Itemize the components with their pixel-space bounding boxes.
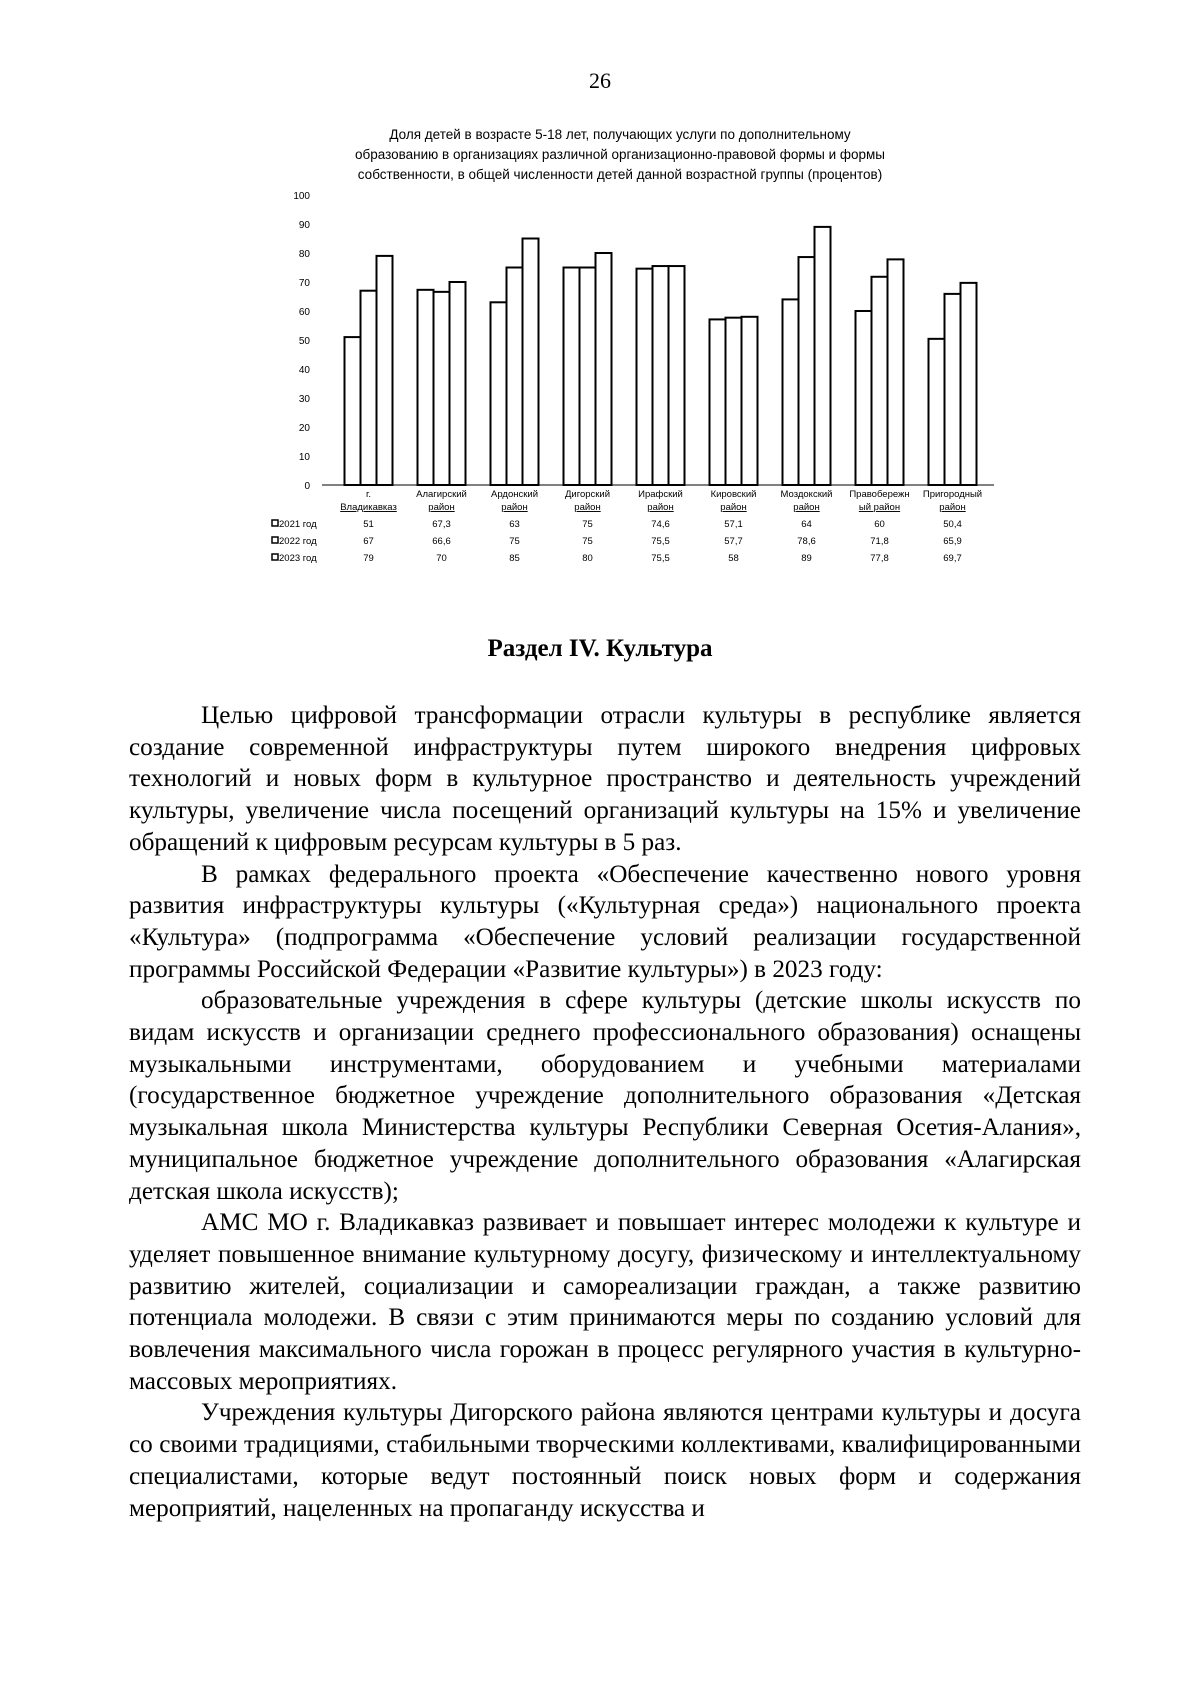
y-tick-label: 40 [298,365,310,376]
data-label: 75 [509,536,520,547]
data-label: 79 [363,553,374,564]
data-label: 75,5 [651,536,670,547]
category-label: Ардонский [491,489,538,500]
bar [799,257,815,485]
bar [872,277,888,485]
data-label: 74,6 [651,519,670,530]
data-label: 75 [582,519,593,530]
data-label: 58 [728,553,739,564]
legend-label: 2021 год [279,519,317,530]
y-tick-label: 20 [298,423,310,434]
category-label: Пригородный [922,489,983,500]
y-tick-label: 70 [298,278,310,289]
y-tick-label: 50 [298,336,310,347]
chart-title-line: Доля детей в возрасте 5-18 лет, получающих услуги по дополнительному [389,127,851,142]
chart-title-line: образованию в организациях различной организационно-правовой формы и формы [355,147,885,162]
bar [450,282,466,485]
data-label: 75,5 [651,553,670,564]
data-label: 67,3 [432,519,451,530]
legend-key [272,520,278,526]
category-label: район [428,502,455,513]
bar [710,319,726,485]
category-label: район [720,502,747,513]
category-label: Кировский [710,489,757,500]
legend-key [272,537,278,543]
category-label: г. [366,489,371,500]
data-label: 85 [509,553,520,564]
bar [523,239,539,486]
data-label: 50,4 [943,519,962,530]
bar [361,291,377,485]
y-tick-label: 30 [298,394,310,405]
category-label: район [574,502,601,513]
bar [815,227,831,485]
paragraph: В рамках федерального проекта «Обеспечение качественно нового уровня развития инфраструктуры культуры («Культурная среда») национального проекта «Культура» (подпрограмма «Обеспечение условий реализации государственной программы Российской Федерации «Развитие культуры») в 2023 году: [129,860,1081,983]
data-label: 60 [874,519,885,530]
bar [637,269,653,485]
bar [961,283,977,485]
y-tick-label: 80 [298,249,310,260]
category-label: район [939,502,966,513]
category-label: Моздокский [780,489,833,500]
category-label: Правобережн [849,489,910,500]
bar [564,268,580,486]
y-tick-label: 90 [298,220,310,231]
category-label: район [793,502,820,513]
data-label: 67 [363,536,374,547]
bar [726,318,742,485]
bar [418,290,434,485]
data-label: 64 [801,519,812,530]
chart-title-line: собственности, в общей численности детей данной возрастной группы (процентов) [357,167,883,182]
category-label: ый район [858,502,901,513]
y-tick-label: 100 [293,191,310,202]
bar [783,299,799,485]
bar [856,311,872,485]
paragraph: Учреждения культуры Дигорского района являются центрами культуры и досуга со своими традициями, стабильными творческими коллективами, квалифицированными специалистами, которые ведут постоянный поиск новых форм и содержания мероприятий, нацеленных на пропаганду искусства и [129,1399,1081,1522]
chart-title [300,125,940,185]
data-label: 89 [801,553,812,564]
y-tick-label: 10 [298,452,310,463]
data-label: 65,9 [943,536,962,547]
category-label: район [501,502,528,513]
category-label: Владикавказ [340,502,397,513]
bar [507,268,523,486]
legend-key [272,554,278,560]
data-label: 75 [582,536,593,547]
paragraph: Целью цифровой трансформации отрасли культуры в республике является создание современной инфраструктуры путем широкого внедрения цифровых технологий и новых форм в культурное пространство и деятельность учреждений культуры, увеличение числа посещений организаций культуры на 15% и увеличение обращений к цифровым ресурсам культуры в 5 раз. [129,702,1081,856]
bar [945,294,961,485]
data-label: 63 [509,519,520,530]
bar [377,256,393,485]
category-label: Алагирский [416,489,467,500]
data-label: 70 [436,553,447,564]
bar [491,302,507,485]
data-label: 80 [582,553,593,564]
category-label: Ирафский [638,489,683,500]
data-label: 57,7 [724,536,743,547]
y-tick-label: 60 [298,307,310,318]
paragraph: АМС МО г. Владикавказ развивает и повышает интерес молодежи к культуре и уделяет повышенное внимание культурному досугу, физическому и интеллектуальному развитию жителей, социализации и самореализации граждан, а также развитию потенциала молодежи. В связи с этим принимаются меры по созданию условий для вовлечения максимального числа горожан в процесс регулярного участия в культурно-массовых мероприятиях. [129,1209,1081,1395]
bar [345,337,361,485]
bar [580,268,596,486]
bar [434,292,450,485]
y-tick-label: 0 [304,481,310,492]
data-label: 51 [363,519,374,530]
bar [888,259,904,485]
data-label: 77,8 [870,553,889,564]
legend-label: 2022 год [279,536,317,547]
bar-chart [279,180,983,580]
page-number: 26 [589,68,611,93]
data-label: 57,1 [724,519,743,530]
category-label: Дигорский [564,489,611,500]
bar [653,266,669,485]
data-label: 78,6 [797,536,816,547]
data-label: 66,6 [432,536,451,547]
bar [596,253,612,485]
body-text [129,700,1081,1524]
data-label: 69,7 [943,553,962,564]
category-label: район [647,502,674,513]
legend-label: 2023 год [279,553,317,564]
section-title: Раздел IV. Культура [487,635,713,662]
data-label: 71,8 [870,536,889,547]
bar [742,317,758,485]
bar [929,339,945,485]
bar [669,266,685,485]
paragraph: образовательные учреждения в сфере культуры (детские школы искусств по видам искусств и организации среднего профессионального образования) оснащены музыкальными инструментами, оборудованием и учебными материалами (государственное бюджетное учреждение дополнительного образования «Детская музыкальная школа Министерства культуры Республики Северная Осетия-Алания», муниципальное бюджетное учреждение дополнительного образования «Алагирская детская школа искусств); [129,987,1081,1205]
